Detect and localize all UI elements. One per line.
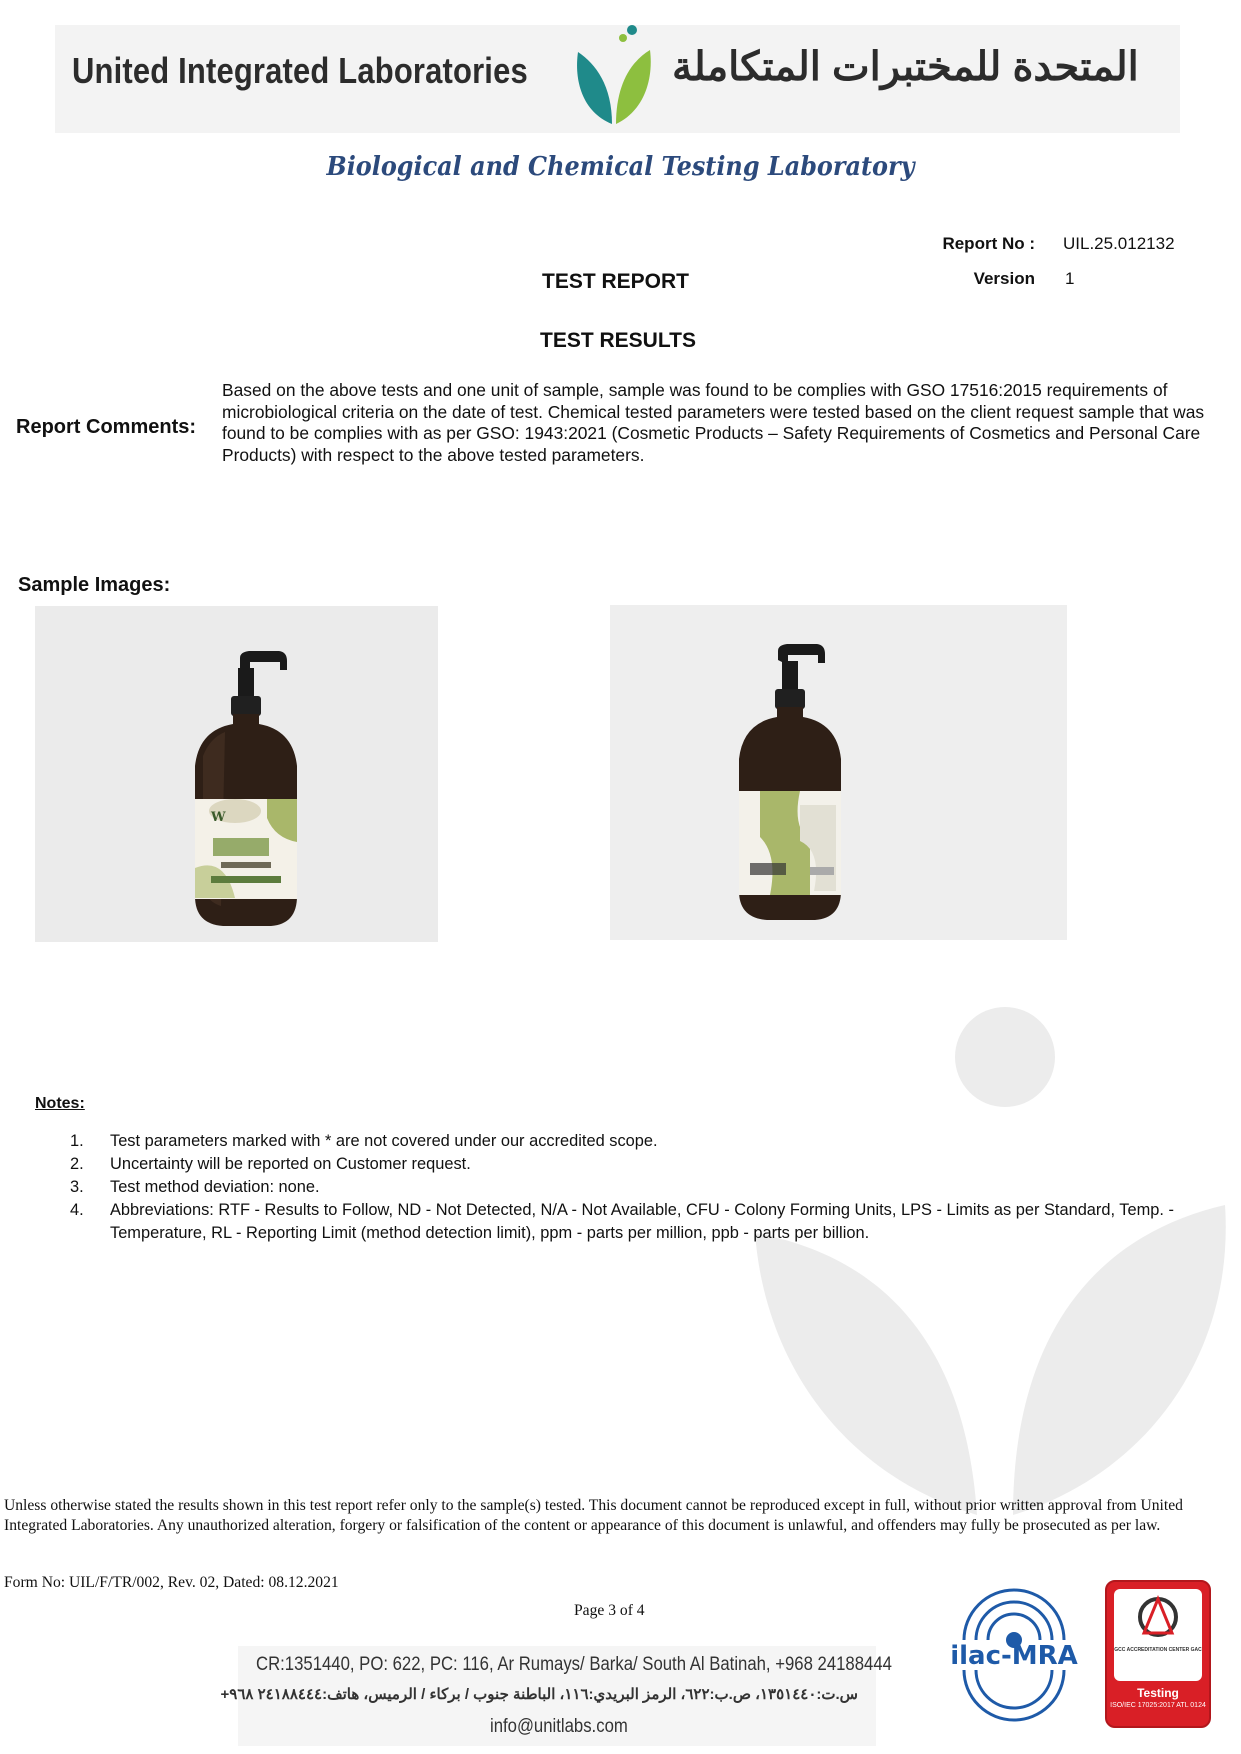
lab-name-arabic: المتحدة للمختبرات المتكاملة [672,45,1139,89]
lab-name-english: United Integrated Laboratories [72,50,528,91]
pump-bottle-back-icon [610,605,1067,940]
results-title: TEST RESULTS [540,329,696,352]
note-text: Uncertainty will be reported on Customer request. [110,1155,471,1173]
note-text: Test parameters marked with * are not covered under our accredited scope. [110,1132,658,1150]
note-item [70,1130,1200,1153]
gac-emblem-icon [1114,1589,1202,1645]
sample-image-front [35,606,438,942]
pump-bottle-front-icon [35,606,438,942]
form-number: Form No: UIL/F/TR/002, Rev. 02, Dated: 08.12.2021 [4,1574,339,1591]
contact-english: CR:1351440, PO: 622, PC: 116, Ar Rumays/ Barka/ South Al Batinah, +968 24188444 [256,1654,892,1675]
ilac-mra-text: ilac-MRA [950,1641,1078,1671]
note-number: 3. [70,1178,84,1196]
report-no-label: Report No : [942,234,1035,253]
sample-image-back [610,605,1067,940]
note-item [70,1176,1200,1199]
note-text: Test method deviation: none. [110,1178,320,1196]
note-item [70,1153,1200,1176]
version-label: Version [973,269,1035,288]
gac-accreditation-badge [1105,1580,1211,1728]
note-item [70,1199,1200,1245]
ilac-mra-logo-icon [944,1578,1084,1728]
version-value: 1 [1065,269,1075,288]
gac-badge-inner [1114,1589,1202,1681]
report-comments-text: Based on the above tests and one unit of sample, sample was found to be complies with GSO 17516:2015 requirements of microbiological criteria on the date of test. Chemical tested parameters were tested based on the client request sample that was found to be complies with as per GSO: 1943:2021 (Cosmetic Products – Safety Requirements of Cosmetics and Personal Care Products) with respect to the above tested parameters. [222,380,1205,465]
report-comments-label: Report Comments: [16,416,197,438]
gac-testing-label: Testing [1137,1686,1179,1700]
lab-leaf-logo-icon [572,20,656,128]
footer-disclaimer: Unless otherwise stated the results shown in this test report refer only to the sample(s) tested. This document cannot be reproduced except in full, without prior written approval from United Integrated Laboratories. Any unauthorized alteration, forgery or falsification of the content or appearance of this document is unlawful, and offenders may fully be prosecuted as per law. [4,1497,1183,1534]
contact-arabic: س.ت:١٣٥١٤٤٠، ص.ب:٦٢٢، الرمز البريدي:١١٦، الباطنة جنوب / بركاء / الرميس، هاتف:٢٤١٨٨٤٤٤ ٩٦٨+ [220,1686,858,1703]
gac-center-text: GCC ACCREDITATION CENTER GAC [1114,1647,1202,1653]
report-title: TEST REPORT [542,270,690,293]
page-number: Page 3 of 4 [574,1602,645,1619]
sample-images-label: Sample Images: [18,574,171,596]
contact-email-link[interactable]: info@unitlabs.com [490,1716,628,1737]
note-number: 1. [70,1132,84,1150]
notes-list [70,1130,1200,1245]
leaf-watermark-icon [755,1005,1235,1525]
note-text: Abbreviations: RTF - Results to Follow, ND - Not Detected, N/A - Not Available, CFU - Colony Forming Units, LPS - Limits as per Standard, Temp. -Temperature, RL - Reporting Limit (method detection limit), ppm - parts per million, ppb - parts per billion. [110,1201,1174,1242]
note-number: 4. [70,1201,84,1219]
report-no-value: UIL.25.012132 [1063,234,1175,253]
lab-subtitle: Biological and Chemical Testing Laboratory [326,152,915,182]
gac-iso-text: ISO/IEC 17025:2017 ATL 0124 [1110,1702,1206,1709]
svg-text:W: W [211,810,226,825]
notes-title: Notes: [35,1095,85,1112]
note-number: 2. [70,1155,84,1173]
